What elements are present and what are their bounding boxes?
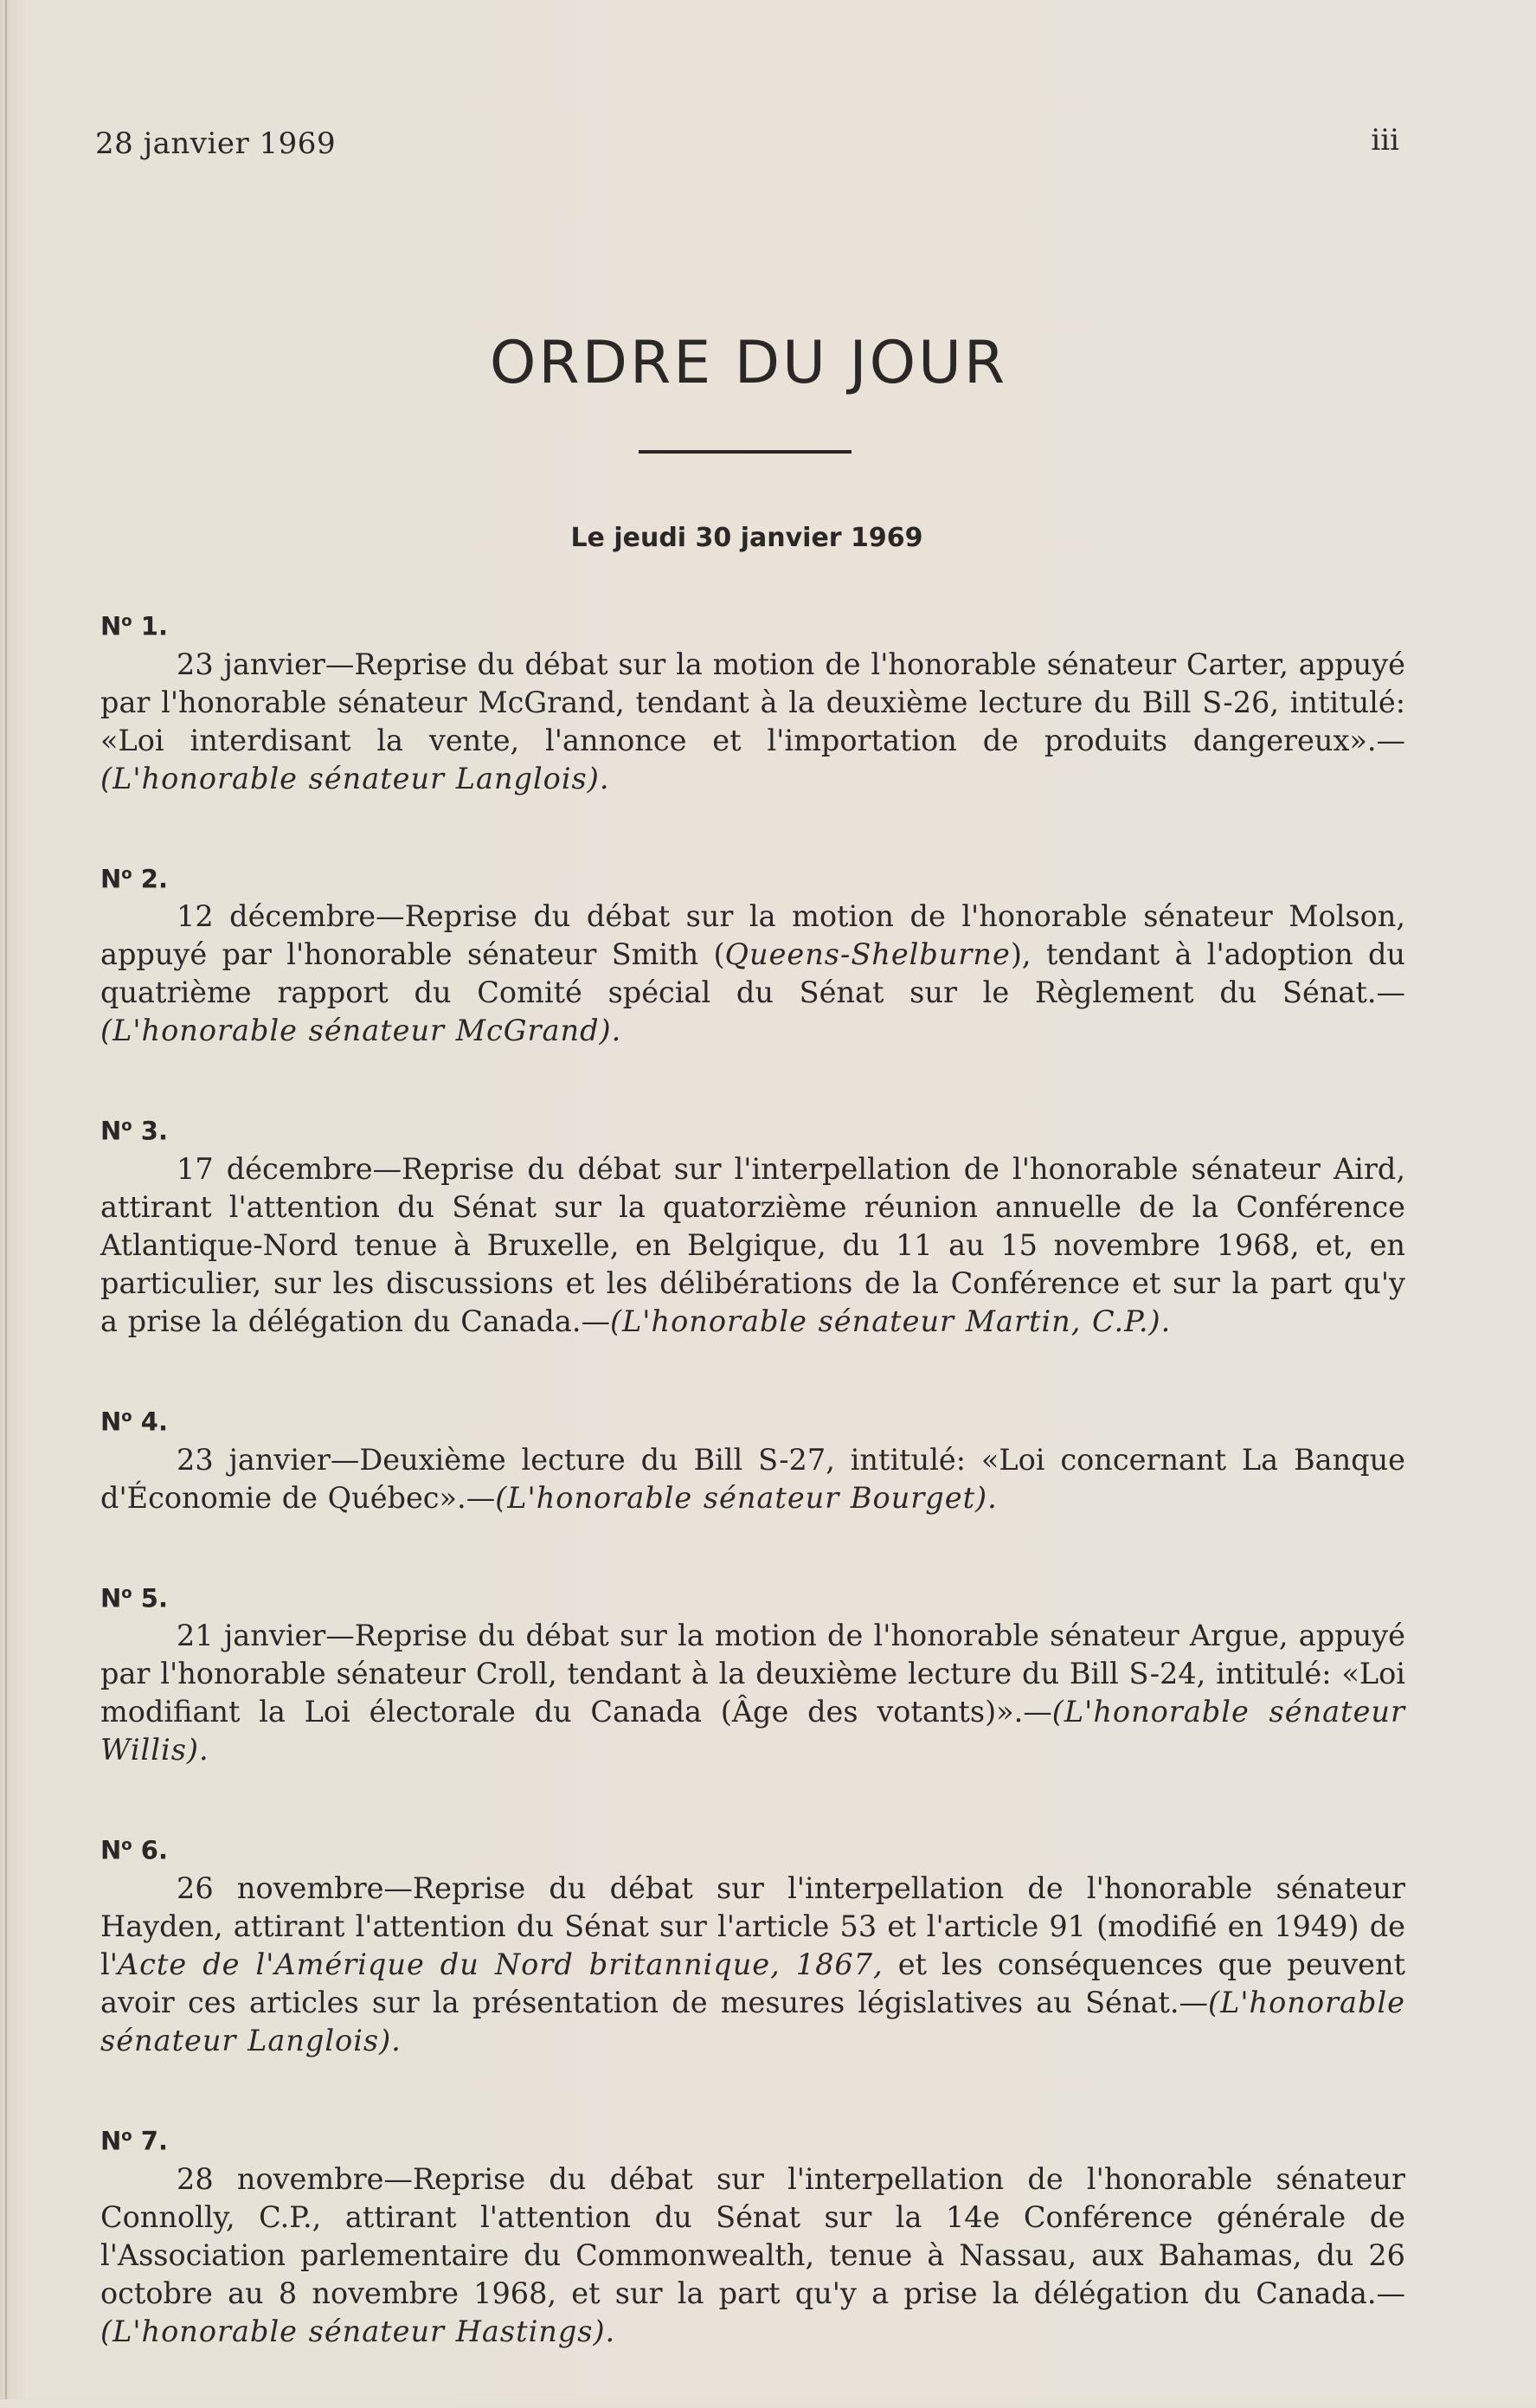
agenda-item [100,1107,1405,1341]
agenda-list [100,602,1405,2408]
item-attribution: (L'honorable sénateur Langlois). [100,761,610,795]
item-number: $N^o$ 1. [100,611,168,641]
item-number: $N^o$ 6. [100,1835,168,1865]
agenda-item [100,1574,1405,1770]
item-text: 23 janvier—Reprise du débat sur la motion de l'honorable sénateur Carter, appuyé par l'honorable sénateur McGrand, tendant à la deuxième lecture du Bill S-26, intitulé: «Loi interdisant la vente, l'annonce et l'importation de produits dangereux».—(L'honorable sénateur Langlois). [100,647,1405,795]
agenda-item [100,855,1405,1051]
item-attribution: (L'honorable sénateur Hastings). [100,2314,616,2348]
item-attribution: (L'honorable sénateur Martin, C.P.). [609,1304,1172,1338]
item-number: $N^o$ 4. [100,1407,168,1437]
item-text: 26 novembre—Reprise du débat sur l'interpellation de l'honorable sénateur Hayden, attirant l'attention du Sénat sur l'article 53 et l'article 91 (modifié en 1949) de l'Acte de l'Amérique du Nord britannique, 1867, et les conséquences que peuvent avoir ces articles sur la présentation de mesures législatives au Sénat.—(L'honorable sénateur Langlois). [100,1870,1406,2057]
title-divider [639,450,852,454]
page-number: iii [1371,123,1399,158]
item-text: 12 décembre—Reprise du débat sur la motion de l'honorable sénateur Molson, appuyé par l'honorable sénateur Smith (Queens-Shelburne), tendant à l'adoption du quatrième rapport du Comité spécial du Sénat sur le Règlement du Sénat.—(L'honorable sénateur McGrand). [100,899,1405,1048]
agenda-item [100,1398,1405,1517]
item-attribution: (L'honorable sénateur Bourget). [495,1480,998,1515]
agenda-item [100,1826,1405,2060]
item-number: $N^o$ 3. [100,1116,168,1146]
item-text: 28 novembre—Reprise du débat sur l'interpellation de l'honorable sénateur Connolly, C.P., attirant l'attention du Sénat sur la 14e Conférence générale de l'Association parlementaire du Commonwealth, tenue à Nassau, aux Bahamas, du 26 octobre au 8 novembre 1968, et sur la part qu'y a prise la délégation du Canada.—(L'honorable sénateur Hastings). [100,2161,1405,2348]
item-text: 23 janvier—Deuxième lecture du Bill S-27, intitulé: «Loi concernant La Banque d'Économie de Québec».—(L'honorable sénateur Bourget). [100,1442,1405,1515]
item-text: 17 décembre—Reprise du débat sur l'interpellation de l'honorable sénateur Aird, attirant l'attention du Sénat sur la quatorzième réunion annuelle de la Conférence Atlantique-Nord tenue à Bruxelle, en Belgique, du 11 au 15 novembre 1968, et, en particulier, sur les discussions et les délibérations de la Conférence et sur la part qu'y a prise la délégation du Canada.—(L'honorable sénateur Martin, C.P.). [100,1151,1405,1338]
item-attribution: (L'honorable sénateur Langlois). [100,1985,1405,2057]
item-number: $N^o$ 5. [100,1583,168,1613]
item-number: $N^o$ 2. [100,864,168,894]
item-attribution: (L'honorable sénateur McGrand). [100,1014,622,1048]
item-attribution: (L'honorable sénateur Willis). [100,1695,1405,1767]
item-text: 21 janvier—Reprise du débat sur la motion de l'honorable sénateur Argue, appuyé par l'honorable sénateur Croll, tendant à la deuxième lecture du Bill S-24, intitulé: «Loi modifiant la Loi électorale du Canada (Âge des votants)».—(L'honorable sénateur Willis). [100,1619,1405,1767]
agenda-item [100,602,1405,798]
item-number: $N^o$ 7. [100,2126,168,2156]
session-date: Le jeudi 30 janvier 1969 [570,523,923,553]
running-head-date: 28 janvier 1969 [95,126,337,161]
page-title: ORDRE DU JOUR [489,329,1008,397]
agenda-item [100,2117,1405,2351]
